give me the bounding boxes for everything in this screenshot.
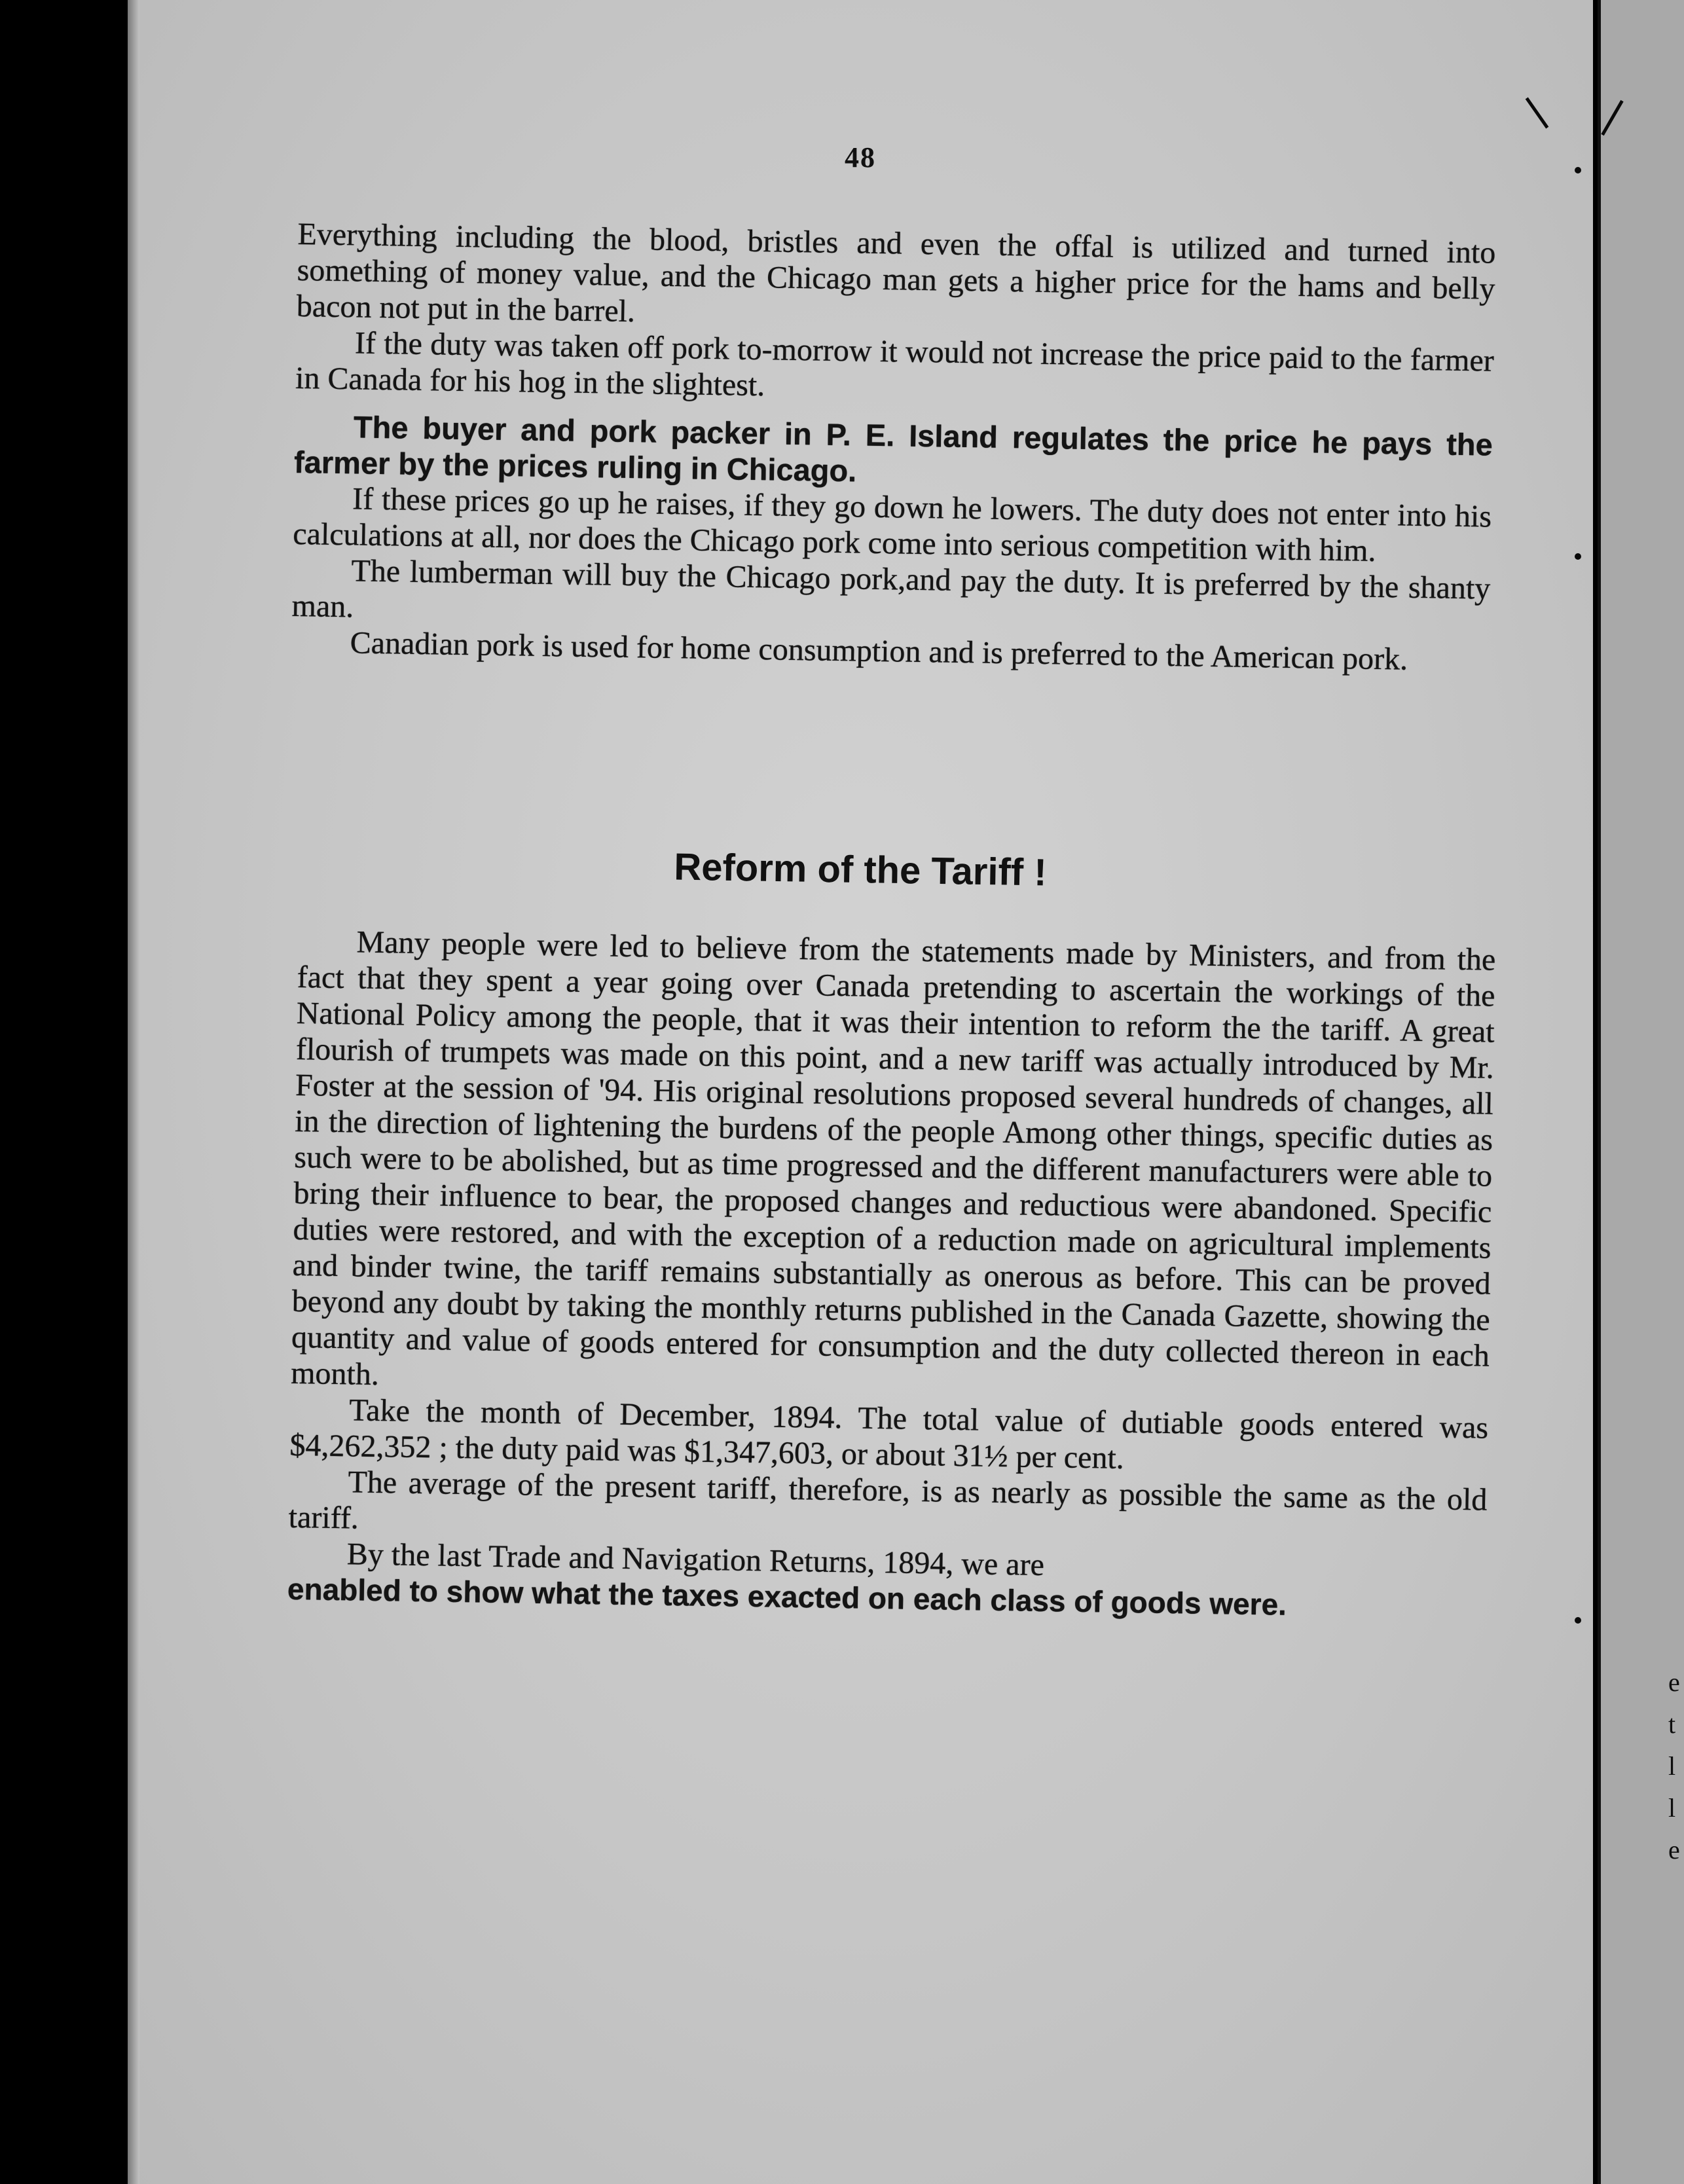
paragraph: If the duty was taken off pork to-morrow it would not increase the price paid to the farmer in Canada for his hog in the slightest. — [295, 325, 1495, 403]
section-heading: Reform of the Tariff ! — [673, 845, 1048, 894]
paragraph: If these prices go up he raises, if they go down he lowers. The duty does not enter into his calculations at all, nor does the Chicago pork come into serious competition with him. — [292, 481, 1492, 568]
scanned-page — [128, 0, 1593, 2184]
paragraph: The average of the present tariff, therefore, is as nearly as possible the same as the old tariff. — [288, 1465, 1488, 1536]
paragraph: The buyer and pork packer in P. E. Island regulates the price he pays the farmer by the prices ruling in Chicago. — [293, 409, 1493, 488]
edge-letter: l — [1668, 1751, 1676, 1781]
tariff-section — [287, 923, 1496, 1626]
scan-mark — [1575, 553, 1581, 560]
edge-letter: e — [1668, 1667, 1680, 1697]
paragraph: Everything including the blood, bristles and even the offal is utilized and turned into something of money value, and the Chicago man gets a higher price for the hams and belly bacon not put in the barrel. — [296, 216, 1496, 329]
paragraph: Canadian pork is used for home consumption and is preferred to the American pork. — [350, 625, 1408, 677]
paragraph: By the last Trade and Navigation Returns, 1894, we are — [346, 1537, 1045, 1583]
page-number: 48 — [845, 141, 876, 173]
scan-mark — [1575, 167, 1581, 173]
next-page-edge-letters — [1668, 1669, 1680, 1863]
edge-letter: t — [1668, 1709, 1676, 1739]
pork-section — [291, 216, 1495, 679]
paragraph-bold-tail: enabled to show what the taxes exacted on each class of goods were. — [287, 1571, 1287, 1622]
edge-letter: l — [1668, 1793, 1676, 1823]
scan-mark — [1575, 1617, 1581, 1624]
edge-letter: e — [1668, 1835, 1680, 1865]
paragraph: Many people were led to believe from the statements made by Ministers, and from the fact that they spent a year going over Canada pretending to ascertain the workings of the National Policy among the people, that it was their intention to reform the the tariff. A great flourish of trumpets was made on this point, and a new tariff was actually introduced by Mr. Foster at the session of '94. His original resolutions proposed several hundreds of changes, all in the direction of lightening the burdens of the people Among other things, specific duties as such were to be abolished, but as time progressed and the different manufacturers were able to bring their influence to bear, the proposed changes and reductious were abandoned. Specific duties were restored, and with the exception of a reduction made on agricultural implements and binder twine, the tariff remains substantially as onerous as before. This can be proved beyond any doubt by taking the monthly returns published in the Canada Gazette, showing the quantity and value of goods entered for consumption and the duty collected thereon in each month. — [290, 924, 1496, 1392]
paragraph: Take the month of December, 1894. The total value of dutiable goods entered was $4,262,352 ; the duty paid was $1,347,603, or about 31½ per cent. — [289, 1392, 1489, 1476]
paragraph: The lumberman will buy the Chicago pork,and pay the duty. It is preferred by the shanty man. — [291, 553, 1491, 625]
